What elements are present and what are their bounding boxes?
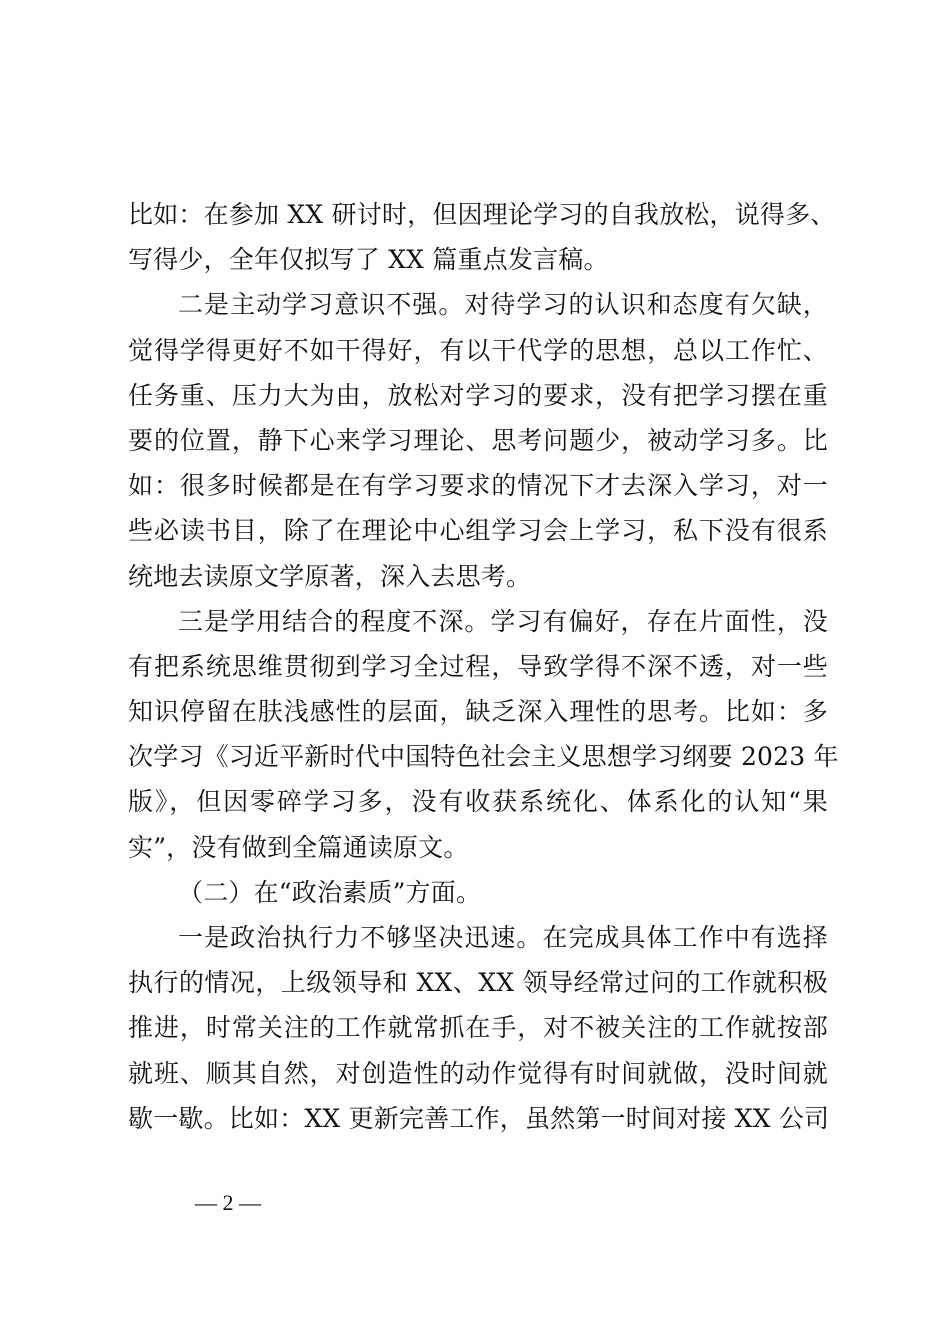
text-line: 次学习《习近平新时代中国特色社会主义思想学习纲要 2023 年 <box>128 742 839 772</box>
section-heading <box>128 870 828 915</box>
text-line: （二）在“政治素质”方面。 <box>178 877 482 907</box>
text-line: 就班、顺其自然，对创造性的动作觉得有时间就做，没时间就 <box>128 1058 828 1088</box>
text-line: 些必读书目，除了在理论中心组学习会上学习，私下没有很系 <box>128 516 828 546</box>
document-body <box>128 192 839 1141</box>
text-line: 推进，时常关注的工作就常抓在手，对不被关注的工作就按部 <box>128 1013 828 1043</box>
text-line: 二是主动学习意识不强。对待学习的认识和态度有欠缺， <box>178 290 828 320</box>
paragraph-1 <box>128 192 836 282</box>
paragraph-4 <box>128 915 828 1141</box>
text-line: 一是政治执行力不够坚决迅速。在完成具体工作中有选择 <box>178 923 828 952</box>
text-line: 执行的情况，上级领导和 XX、XX 领导经常过问的工作就积极 <box>128 968 828 998</box>
text-line: 版》，但因零碎学习多，没有收获系统化、体系化的认知“果 <box>128 787 828 817</box>
text-line: 写得少，全年仅拟写了 XX 篇重点发言稿。 <box>128 245 609 275</box>
text-line: 统地去读原文学原著，深入去思考。 <box>128 561 532 591</box>
text-line: 比如：在参加 XX 研讨时，但因理论学习的自我放松，说得多、 <box>128 200 836 229</box>
text-line: 有把系统思维贯彻到学习全过程，导致学得不深不透，对一些 <box>128 651 828 681</box>
paragraph-3 <box>128 599 839 870</box>
text-line: 歇一歇。比如：XX 更新完善工作，虽然第一时间对接 XX 公司 <box>128 1103 830 1133</box>
text-line: 觉得学得更好不如干得好，有以干代学的思想，总以工作忙、 <box>128 335 828 365</box>
text-line: 实”，没有做到全篇通读原文。 <box>128 832 469 862</box>
paragraph-2 <box>128 282 828 598</box>
text-line: 任务重、压力大为由，放松对学习的要求，没有把学习摆在重 <box>128 380 828 410</box>
text-line: 知识停留在肤浅感性的层面，缺乏深入理性的思考。比如：多 <box>128 697 828 727</box>
text-line: 如：很多时候都是在有学习要求的情况下才去深入学习，对一 <box>128 471 828 501</box>
page-number: — 2 — <box>195 1190 261 1215</box>
text-line: 三是学用结合的程度不深。学习有偏好，存在片面性，没 <box>178 606 828 636</box>
text-line: 要的位置，静下心来学习理论、思考问题少，被动学习多。比 <box>128 425 828 455</box>
